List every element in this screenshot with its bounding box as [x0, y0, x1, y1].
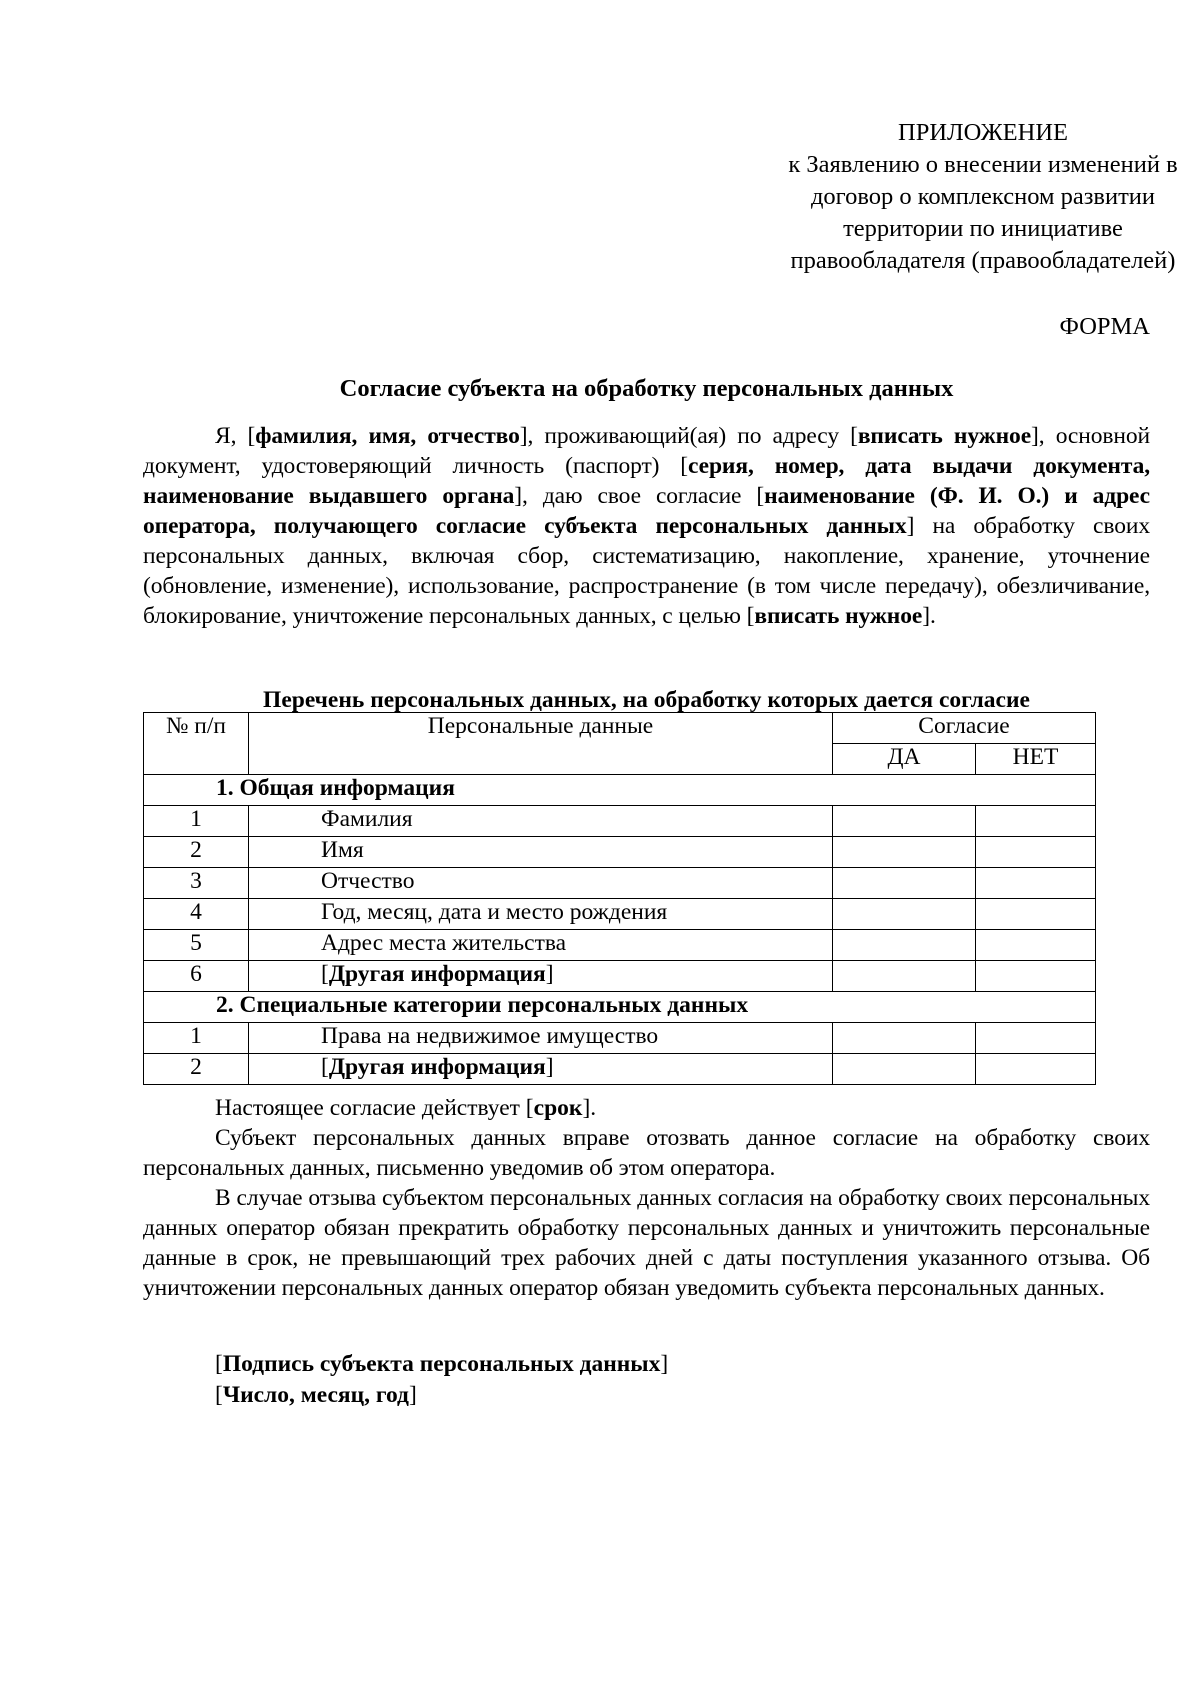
appendix-line: договор о комплексном развитии: [810, 183, 1156, 210]
yes-cell[interactable]: [833, 1054, 976, 1085]
row-num: 5: [144, 930, 249, 961]
placeholder-date: Число, месяц, год: [222, 1382, 409, 1408]
header-data: Персональные данные: [249, 713, 833, 775]
header-yes: ДА: [833, 744, 976, 775]
form-label: ФОРМА: [1059, 313, 1150, 340]
table-row: [144, 899, 1096, 930]
appendix-block: [683, 117, 1200, 277]
validity-line: [143, 1093, 1150, 1124]
placeholder-other-info: Другая информация: [328, 1054, 546, 1080]
table-row: [144, 1023, 1096, 1054]
row-label: Имя: [249, 837, 833, 868]
table-row: [144, 806, 1096, 837]
personal-data-table: [143, 712, 1096, 1085]
section-title: 1. Общая информация: [144, 775, 1096, 806]
yes-cell[interactable]: [833, 868, 976, 899]
no-cell[interactable]: [976, 868, 1096, 899]
table-section-row: [144, 992, 1096, 1023]
row-num: 4: [144, 899, 249, 930]
intro-text: ] на обработку своих персональных данных, включая сбор, систематизацию, накопление, хранение, уточнение (обновление, изменение), использование, распространение (в том числе передачу), обезличивание, блокирование, уничтожение персональных данных, с целью [: [143, 513, 1150, 629]
row-num: 2: [144, 1054, 249, 1085]
intro-text: Я, [: [215, 423, 256, 449]
yes-cell[interactable]: [833, 837, 976, 868]
row-label: Фамилия: [249, 806, 833, 837]
signature-block: [215, 1349, 668, 1411]
placeholder-signature: Подпись субъекта персональных данных: [222, 1351, 661, 1377]
row-label-placeholder: [Другая информация]: [249, 961, 833, 992]
appendix-line: территории по инициативе: [843, 215, 1123, 242]
row-num: 6: [144, 961, 249, 992]
validity-text: Настоящее согласие действует [: [215, 1095, 534, 1121]
row-label: Права на недвижимое имущество: [249, 1023, 833, 1054]
intro-paragraph: [143, 421, 1150, 631]
placeholder-address: вписать нужное: [857, 423, 1032, 449]
no-cell[interactable]: [976, 899, 1096, 930]
placeholder-term: срок: [533, 1095, 583, 1121]
yes-cell[interactable]: [833, 806, 976, 837]
no-cell[interactable]: [976, 806, 1096, 837]
table-row: [144, 868, 1096, 899]
appendix-heading: ПРИЛОЖЕНИЕ: [898, 119, 1068, 146]
table-caption: Перечень персональных данных, на обработку которых дается согласие: [263, 687, 1030, 713]
table-row: [144, 1054, 1096, 1085]
intro-text: ], проживающий(ая) по адресу [: [519, 423, 858, 449]
placeholder-fio: фамилия, имя, отчество: [255, 423, 520, 449]
header-consent: Согласие: [833, 713, 1096, 744]
yes-cell[interactable]: [833, 899, 976, 930]
row-num: 3: [144, 868, 249, 899]
placeholder-purpose: вписать нужное: [754, 603, 923, 629]
appendix-line: правообладателя (правообладателей): [790, 247, 1176, 274]
table-row: [144, 837, 1096, 868]
validity-text: ].: [582, 1095, 597, 1121]
intro-text: ].: [922, 603, 936, 629]
signature-line: [Подпись субъекта персональных данных]: [215, 1351, 669, 1377]
date-line: [Число, месяц, год]: [215, 1382, 417, 1408]
table-row: [144, 930, 1096, 961]
intro-text: ], основной документ, удостоверяющий личность (паспорт) [: [143, 423, 1150, 479]
table-row: [144, 961, 1096, 992]
table-section-row: [144, 775, 1096, 806]
row-label-placeholder: [Другая информация]: [249, 1054, 833, 1085]
intro-text: ], даю свое согласие [: [514, 483, 765, 509]
section-title: 2. Специальные категории персональных данных: [144, 992, 1096, 1023]
row-num: 1: [144, 806, 249, 837]
row-label: Адрес места жительства: [249, 930, 833, 961]
revoke-paragraph: Субъект персональных данных вправе отозвать данное согласие на обработку своих персональных данных, письменно уведомив об этом оператора.: [143, 1125, 1150, 1181]
row-label: Отчество: [249, 868, 833, 899]
no-cell[interactable]: [976, 1054, 1096, 1085]
appendix-line: к Заявлению о внесении изменений в: [788, 151, 1178, 178]
revoke-consequence-paragraph: В случае отзыва субъектом персональных данных согласия на обработку своих персональных данных оператор обязан прекратить обработку персональных данных и уничтожить персональные данные в срок, не превышающий трех рабочих дней с даты поступления указанного отзыва. Об уничтожении персональных данных оператор обязан уведомить субъекта персональных данных.: [143, 1185, 1150, 1301]
placeholder-operator: наименование (Ф. И. О.) и адрес оператора, получающего согласие субъекта персональных данных: [143, 483, 1151, 539]
placeholder-passport: серия, номер, дата выдачи документа, наименование выдавшего органа: [143, 453, 1151, 509]
yes-cell[interactable]: [833, 961, 976, 992]
header-no: НЕТ: [976, 744, 1096, 775]
row-num: 1: [144, 1023, 249, 1054]
table-header-row: [144, 713, 1096, 744]
no-cell[interactable]: [976, 930, 1096, 961]
yes-cell[interactable]: [833, 930, 976, 961]
row-num: 2: [144, 837, 249, 868]
no-cell[interactable]: [976, 961, 1096, 992]
no-cell[interactable]: [976, 837, 1096, 868]
no-cell[interactable]: [976, 1023, 1096, 1054]
document-title: Согласие субъекта на обработку персональных данных: [339, 375, 954, 402]
header-num: № п/п: [144, 713, 249, 775]
placeholder-other-info: Другая информация: [328, 961, 546, 987]
row-label: Год, месяц, дата и место рождения: [249, 899, 833, 930]
yes-cell[interactable]: [833, 1023, 976, 1054]
